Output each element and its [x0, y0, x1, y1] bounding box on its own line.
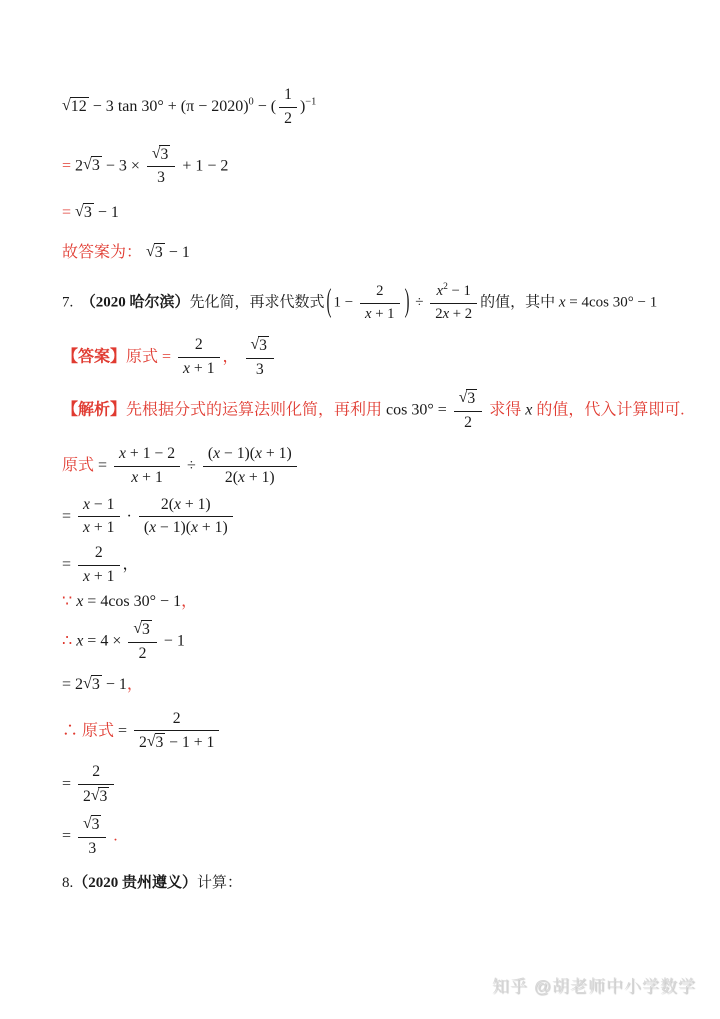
- p7-solution-step-4: ∵ x = 4cos 30° − 1，: [62, 592, 198, 610]
- zhihu-watermark: 知乎 @胡老师中小学数学: [492, 977, 696, 996]
- p7-solution-step-7: ∴ 原式 = $\frac{2}{2√3 - 1 + 1}$: [62, 710, 684, 754]
- p6-answer-note-line: 故答案为： √3 − 1: [62, 242, 190, 261]
- p7-analysis-line: 【解析】先根据分式的运算法则化简，再利用 cos 30° = $\frac{√3}{2}$ 求得 x 的值，代入计算即可.: [62, 389, 685, 432]
- p6-expression-line: √12 − 3 $\tan 30^\circ + (\pi - 2020)^0$ − ( $\frac{1}{2}$ )$^{-1}$: [62, 86, 317, 127]
- p6-step1-line: = 2√3 − 3 × $\frac{√3}{3}$ + 1 − 2: [62, 144, 229, 187]
- p8-question-line: 8.（2020 贵州遵义）计算：: [62, 874, 243, 891]
- p6-step2-line: = √3 − 1: [62, 203, 119, 222]
- p7-solution-step-6: = 2√3 − 1，: [62, 675, 143, 694]
- p7-solution-step-9: = $\frac{√3}{3}$ .: [62, 814, 118, 857]
- p7-solution-step-2: = $\frac{x - 1}{x + 1}$ · $\frac{2(x + 1)}{(x - 1)(x + 1)}$: [62, 496, 684, 539]
- p7-solution-step-5: ∴ x = 4 × $\frac{√3}{2}$ − 1: [62, 620, 185, 663]
- p7-solution-step-8: = $\frac{2}{2√3}$: [62, 763, 684, 807]
- p7-solution-step-1: 原式 = $\frac{x + 1 - 2}{x + 1}$ ÷ $\frac{(x - 1)(x + 1)}{2(x + 1)}$: [62, 445, 684, 488]
- worksheet-content: [62, 86, 684, 893]
- p7-answer-line: 【答案】原式 = $\frac{2}{x + 1}$ ， $\frac{√3}{3}$: [62, 336, 684, 380]
- p7-question-line: 7. （2020 哈尔滨）先化简，再求代数式 ( 1 − $\frac{2}{x + 1}$ ) ÷ $\frac{x^2 - 1}{2x + 2}$ 的值，其中 x = 4cos 30° − 1: [62, 281, 658, 323]
- p7-solution-step-3: = $\frac{2}{x + 1}$ ，: [62, 544, 139, 586]
